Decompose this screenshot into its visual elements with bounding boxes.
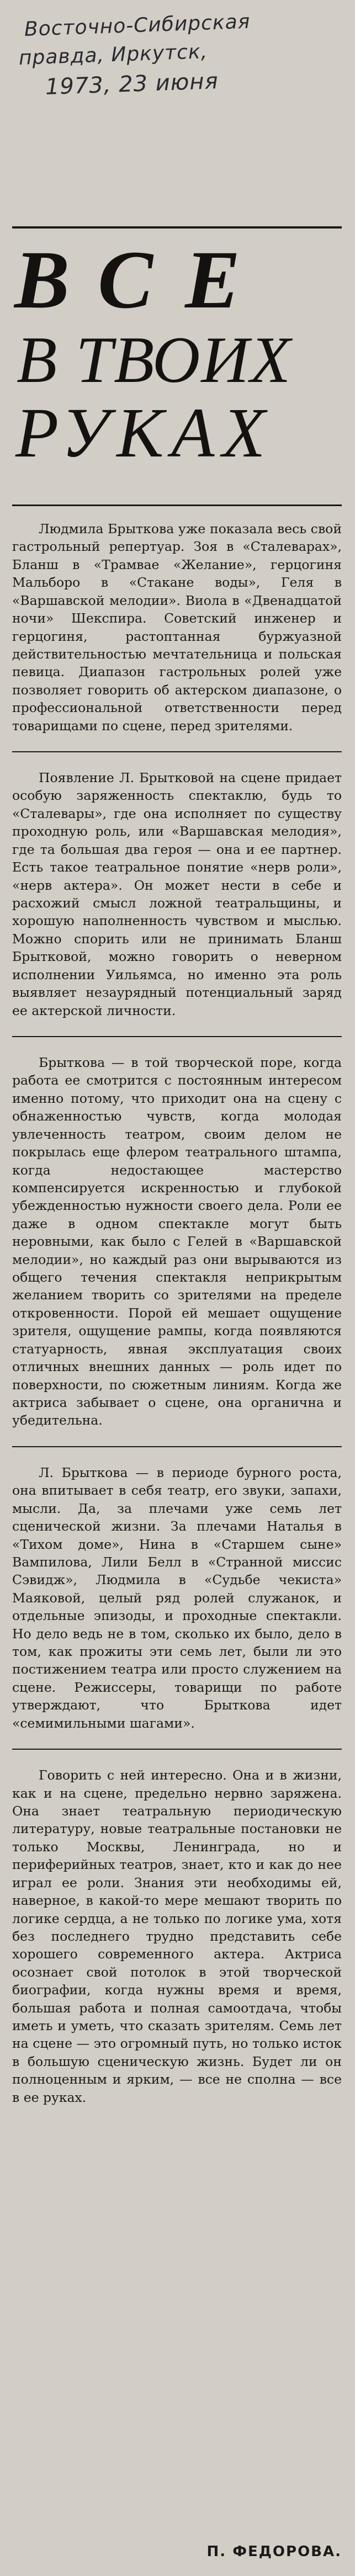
article-paragraph-3: Брыткова — в той творческой поре, когда работа ее смотрится с постоянным интересом именно потому, что приходит она на сцену с обнаженностью чувств, когда молодая увлеченность театром, своим делом не покрылась еще флером театрального штампа, когда недостающее мастерство компенсируется искренностью и глубокой убежденностью нужности своего дела. Роли ее даже в одном спектакле могут быть неровными, как было с Гелей в «Варшавской мелодии», но каждый раз они вырываются из общего течения спектакля неприкрытым желанием творить со зрителями на пределе откровенности. Порой ей мешает ощущение зрителя, ощущение рампы, когда появляются статуарность, явная эксплуатация своих отличных внешних данных — роль идет по поверхности, по сюжетным линиям. Когда же актриса забывает о сцене, она органична и убедительна. <box>12 1054 342 1428</box>
handwritten-note-date: 1973, 23 июня <box>45 68 219 100</box>
article-paragraph-4: Л. Брыткова — в периоде бурного роста, она впитывает в себя театр, его звуки, запахи, мысли. Да, за плечами уже семь лет сценической жизни. За плечами Наталья в «Тихом доме», Нина в «Старшем сыне» Вампилова, Лили Белл в «Странной миссис Сэвидж», Людмила в «Судьбе чекиста» Маяковой, целый ряд ролей служанок, и отдельные эпизоды, и проходные спектакли. Но дело ведь не в том, сколько их было, дело в том, как прожиты эти семь лет, были ли это постижением театра или просто служением на сцене. Режиссеры, товарищи по работе утверждают, что Брыткова идет «семимильными шагами». <box>12 1464 342 1731</box>
article-paragraph-2: Появление Л. Брытковой на сцене придает особую заряженность спектаклю, будь то «Сталевары», где она исполняет по существу проходную роль, или «Варшавская мелодия», где та большая два героя — она и ее партнер. Есть такое театральное понятие «нерв роли», «нерв актера». Он может нести в себе и расхожий смысл ложной театральщины, и хорошую наполненность чувством и мыслью. Можно спорить или не принимать Бланш Брытковой, можно говорить о неверном исполнении Уильямса, но именно эта роль выявляет незаурядный потенциальный заряд ее актерской личности. <box>12 770 342 1018</box>
handwritten-source-note <box>12 10 343 102</box>
handwritten-note-line-2: правда, Иркутск, <box>18 40 208 70</box>
headline-line-1: ВСЕ <box>14 234 273 326</box>
section-divider <box>12 1446 342 1447</box>
article-paragraph-1: Людмила Брыткова уже показала весь свой гастрольный репертуар. Зоя в «Сталеварах», Бланш в «Трамвае «Желание», герцогиня Мальборо в «Стакане воды», Геля в «Варшавской мелодии». Виола в «Двенадцатой ночи» Шекспира. Советский инженер и герцогиня, растоптанная буржуазной действительностью мечтательница и польская певица. Диапазон гастрольных ролей уже позволяет говорить об актерском диапазоне, о профессиональной ответственности перед товарищами по сцене, перед зрителями. <box>12 521 342 734</box>
headline <box>12 226 342 506</box>
headline-line-2: В ТВОИХ <box>17 323 292 396</box>
section-divider <box>12 751 342 752</box>
headline-line-3: РУКАХ <box>15 394 273 472</box>
article-paragraph-5: Говорить с ней интересно. Она и в жизни, как и на сцене, предельно нервно заряжена. Она знает театральную периодическую литературу, новые театральные постановки не только Москвы, Ленинграда, но и периферийных театров, знает, кто и как до нее играл ее роли. Знания эти необходимы ей, наверное, в какой-то мере мешают творить по логике сердца, а не только по логике ума, хотя без последнего трудно представить себе хорошего современного актера. Актриса осознает свой потолок в этой творческой биографии, когда нужны время и время, большая работа и полная самоотдача, чтобы иметь и уметь, что сказать зрителям. Семь лет на сцене — это огромный путь, но только исток в большую сценическую жизнь. Будет ли он полноценным и ярким, — все не сполна — все в ее руках. <box>12 1767 342 2105</box>
author-signature: П. ФЕДОРОВА. <box>206 2543 342 2560</box>
handwritten-note-line-1: Восточно-Сибирская <box>24 10 251 41</box>
article-body <box>12 520 342 2118</box>
section-divider <box>12 1749 342 1750</box>
section-divider <box>12 1036 342 1037</box>
